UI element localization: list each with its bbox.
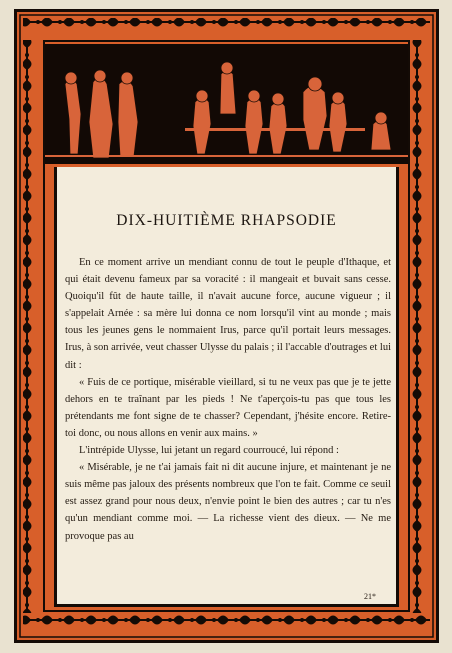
paragraph: « Fuis de ce portique, misérable vieillard, si tu ne veux pas que je te jette dehors en te traînant par les pieds ! Ne t'aperçois-tu pas que tous les prétendants me font signe de te chasser? Cependant, j'hésite encore. Retire-toi donc, ou nous allons en venir aux mains. » xyxy=(65,376,391,439)
printer-signature: 21* xyxy=(364,592,376,601)
chapter-title: DIX-HUITIÈME RHAPSODIE xyxy=(116,212,337,229)
text-panel xyxy=(54,167,399,607)
book-page xyxy=(14,9,439,643)
paragraph: En ce moment arrive un mendiant connu de tout le peuple d'Ithaque, et qui était devenu fameux par sa voracité : il mangeait et buvait sans cesse. Quoiqu'il fût de haute taille, il n'avait aucune force, aucune vigueur ; il s'appelait Arnée : sa mère lui donna ce nom lorsqu'il vint au monde ; mais tous les jeunes gens le nommaient Irus, parce qu'il portait leurs messages. Irus, à son arrivée, veut chasser Ulysse du palais ; il l'accable d'outrages et lui dit : xyxy=(65,257,391,371)
greek-vase-scene-illustration xyxy=(45,44,408,164)
chapter-body xyxy=(65,254,391,545)
paragraph: « Misérable, je ne t'ai jamais fait ni dit aucune injure, et maintenant je ne suis même pas jaloux des présents nombreux que l'on te fait. Comme ce seuil est assez grand pour nous deux, n'envie point le bien des autres ; car tu n'es qu'un mendiant comme moi. — La richesse vient des dieux. — Ne me provoque pas au xyxy=(65,462,391,542)
paragraph: L'intrépide Ulysse, lui jetant un regard courroucé, lui répond : xyxy=(79,445,339,457)
